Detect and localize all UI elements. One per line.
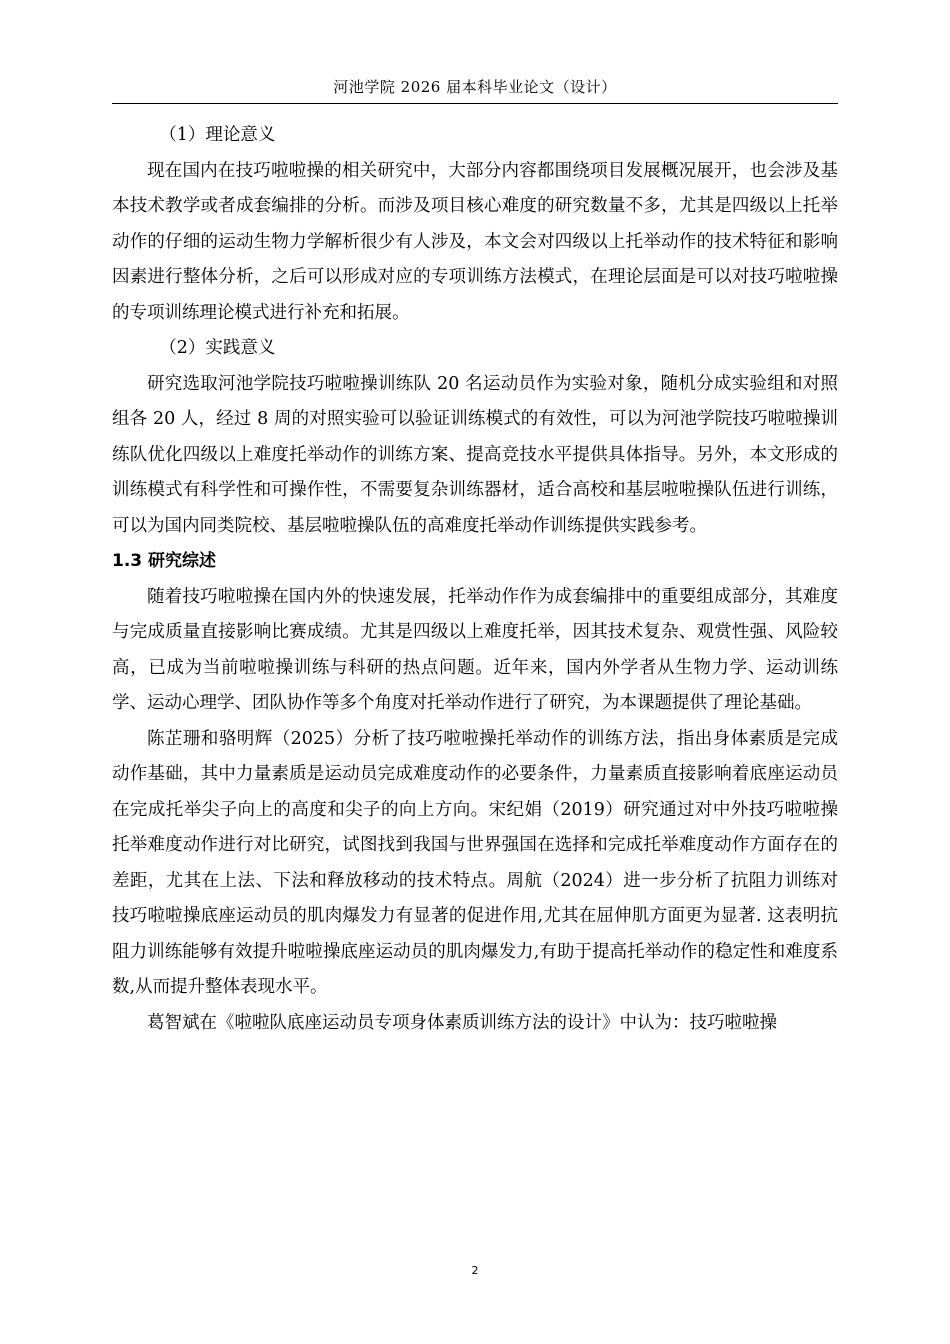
section-heading-literature-review: 1.3 研究综述 bbox=[112, 551, 217, 571]
header-divider bbox=[112, 103, 838, 104]
running-header: 河池学院 2026 届本科毕业论文（设计） bbox=[333, 78, 617, 96]
paragraph-theoretical-significance: 现在国内在技巧啦啦操的相关研究中，大部分内容都围绕项目发展概况展开，也会涉及基本技术教学或者成套编排的分析。而涉及项目核心难度的研究数量不多，尤其是四级以上托举动作的仔细的运动生物力学解析很少有人涉及，本文会对四级以上托举动作的技术特征和影响因素进行整体分析，之后可以形成对应的专项训练方法模式，在理论层面是可以对技巧啦啦操的专项训练理论模式进行补充和拓展。 bbox=[112, 160, 838, 323]
paragraph-practical-significance: 研究选取河池学院技巧啦啦操训练队 20 名运动员作为实验对象，随机分成实验组和对照组各 20 人，经过 8 周的对照实验可以验证训练模式的有效性，可以为河池学院技巧啦啦操训练队优化四级以上难度托举动作的训练方案、提高竞技水平提供具体指导。另外，本文形成的训练模式有科学性和可操作性，不需要复杂训练器材，适合高校和基层啦啦操队伍进行训练，可以为国内同类院校、基层啦啦操队伍的高难度托举动作训练提供实践参考。 bbox=[112, 373, 838, 536]
body-text bbox=[112, 118, 838, 1041]
subsection-heading-practical: （2）实践意义 bbox=[159, 338, 276, 358]
paragraph-review-intro: 随着技巧啦啦操在国内外的快速发展，托举动作作为成套编排中的重要组成部分，其难度与完成质量直接影响比赛成绩。尤其是四级以上难度托举，因其技术复杂、观赏性强、风险较高，已成为当前啦啦操训练与科研的热点问题。近年来，国内外学者从生物力学、运动训练学、运动心理学、团队协作等多个角度对托举动作进行了研究，为本课题提供了理论基础。 bbox=[112, 586, 838, 713]
page-number: 2 bbox=[471, 1264, 479, 1277]
paragraph-review-continued: 葛智斌在《啦啦队底座运动员专项身体素质训练方法的设计》中认为：技巧啦啦操 bbox=[147, 1012, 777, 1033]
paragraph-review-studies: 陈芷珊和骆明辉（2025）分析了技巧啦啦操托举动作的训练方法，指出身体素质是完成动作基础，其中力量素质是运动员完成难度动作的必要条件，力量素质直接影响着底座运动员在完成托举尖子向上的高度和尖子的向上方向。宋纪娟（2019）研究通过对中外技巧啦啦操托举难度动作进行对比研究，试图找到我国与世界强国在选择和完成托举难度动作方面存在的差距，尤其在上法、下法和释放移动的技术特点。周航（2024）进一步分析了抗阻力训练对技巧啦啦操底座运动员的肌肉爆发力有显著的促进作用,尤其在屈伸肌方面更为显著. 这表明抗阻力训练能够有效提升啦啦操底座运动员的肌肉爆发力,有助于提高托举动作的稳定性和难度系数,从而提升整体表现水平。 bbox=[112, 728, 838, 997]
subsection-heading-theoretical: （1）理论意义 bbox=[159, 125, 276, 145]
